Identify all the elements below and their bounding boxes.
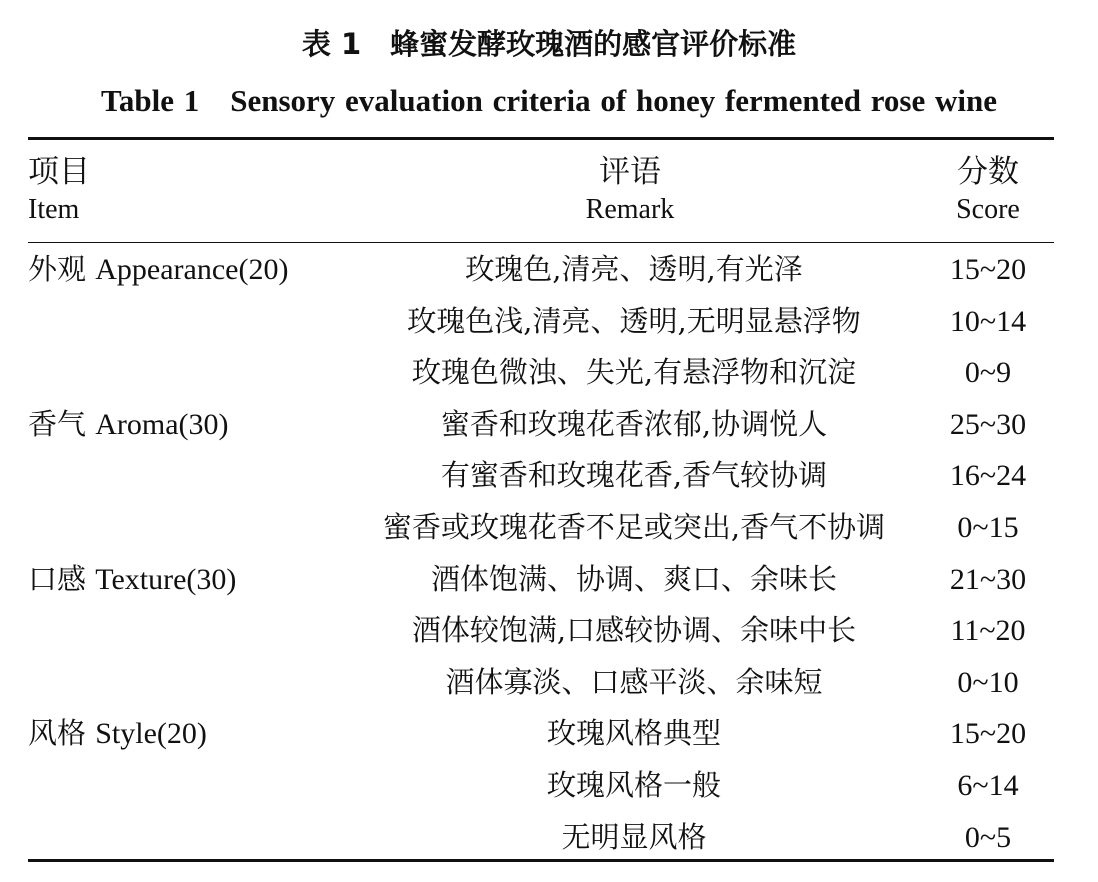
table-header-rule (28, 242, 1054, 243)
item-cell (28, 244, 288, 296)
remark-cell: 蜜香和玫瑰花香浓郁,协调悦人 (440, 406, 828, 441)
table-row (28, 708, 1054, 760)
score-cell: 16~24 (949, 459, 1027, 493)
remark-cell: 玫瑰风格一般 (546, 767, 721, 802)
column-header-remark (560, 152, 700, 228)
remark-cell: 酒体饱满、协调、爽口、余味长 (430, 561, 837, 596)
table-caption-english: Table 1 Sensory evaluation criteria of honey fermented rose wine (101, 83, 997, 118)
remark-cell: 玫瑰色微浊、失光,有悬浮物和沉淀 (411, 355, 857, 390)
remark-cell: 有蜜香和玫瑰花香,香气较协调 (440, 458, 828, 493)
table-top-rule (28, 137, 1054, 140)
table-row (28, 450, 1054, 502)
item-name-cn: 风格 (28, 716, 87, 751)
remark-cell: 玫瑰色,清亮、透明,有光泽 (465, 252, 803, 286)
column-header-remark-cn: 评语 (599, 154, 661, 190)
table-row (28, 347, 1054, 399)
table-row (28, 812, 1054, 864)
table-row (28, 554, 1054, 606)
column-header-score (942, 152, 1034, 228)
score-cell: 0~15 (957, 510, 1019, 544)
table-row (28, 605, 1054, 657)
table-row (28, 296, 1054, 348)
table-row (28, 657, 1054, 709)
column-header-score-en: Score (956, 194, 1020, 225)
item-cell (28, 554, 236, 606)
item-name-en: Style(20) (95, 717, 207, 751)
remark-cell: 蜜香或玫瑰花香不足或突出,香气不协调 (382, 509, 886, 544)
item-name-cn: 口感 (28, 561, 87, 596)
column-header-item-en: Item (28, 194, 80, 225)
score-cell: 21~30 (949, 562, 1027, 596)
score-cell: 0~9 (964, 356, 1012, 390)
score-cell: 0~10 (957, 665, 1019, 699)
item-name-en: Aroma(30) (95, 407, 229, 441)
remark-cell: 无明显风格 (561, 819, 707, 854)
item-name-en: Texture(30) (95, 562, 237, 596)
remark-cell: 玫瑰色浅,清亮、透明,无明显悬浮物 (407, 303, 861, 338)
table-bottom-rule (28, 859, 1054, 862)
score-cell: 25~30 (949, 407, 1027, 441)
score-cell: 15~20 (949, 717, 1027, 751)
score-cell: 0~5 (964, 820, 1012, 854)
score-cell: 11~20 (950, 614, 1026, 648)
item-name-en: Appearance(20) (95, 253, 289, 286)
item-cell (28, 399, 229, 451)
table-row (28, 244, 1054, 296)
column-header-remark-en: Remark (585, 194, 675, 225)
table-row (28, 760, 1054, 812)
item-cell (28, 708, 207, 760)
column-header-item (28, 152, 90, 228)
column-header-score-cn: 分数 (957, 154, 1019, 190)
score-cell: 10~14 (949, 304, 1027, 338)
table-row (28, 502, 1054, 554)
score-cell: 6~14 (957, 768, 1019, 802)
remark-cell: 酒体较饱满,口感较协调、余味中长 (411, 613, 857, 648)
item-name-cn: 香气 (28, 406, 87, 441)
table-caption-chinese: 表 1 蜂蜜发酵玫瑰酒的感官评价标准 (301, 27, 797, 61)
item-name-cn: 外观 (28, 252, 87, 286)
remark-cell: 玫瑰风格典型 (546, 716, 721, 751)
table-body (28, 244, 1054, 863)
score-cell: 15~20 (949, 253, 1027, 286)
column-header-item-cn: 项目 (28, 154, 90, 190)
table-row (28, 399, 1054, 451)
remark-cell: 酒体寡淡、口感平淡、余味短 (445, 664, 823, 699)
